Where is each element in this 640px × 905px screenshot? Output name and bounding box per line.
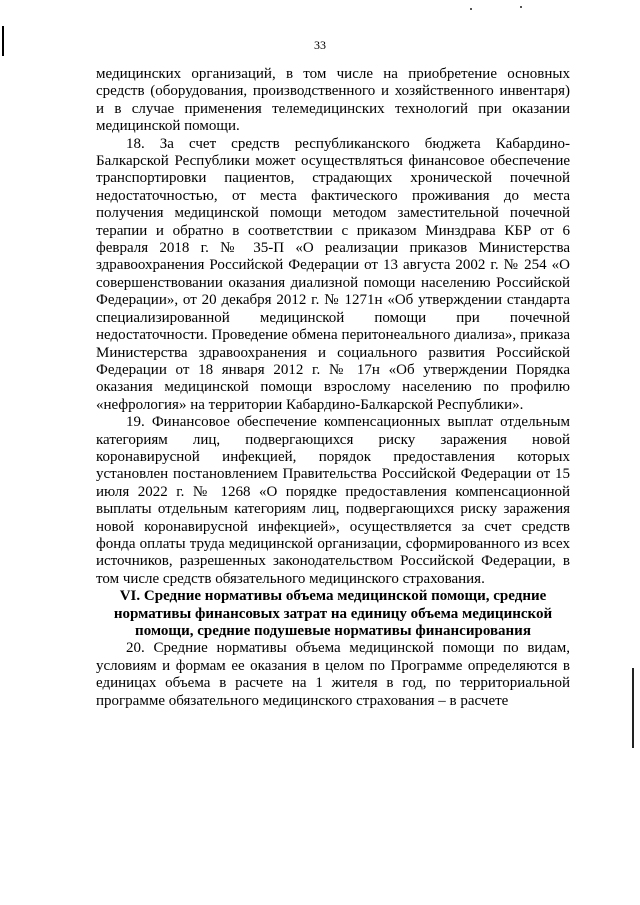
page-number: 33 — [314, 38, 326, 52]
scan-speck — [520, 6, 522, 8]
paragraph-19: 19. Финансовое обеспечение компенсационных выплат отдельным категориям лиц, подвергающихся риску заражения новой коронавирусной инфекцией, порядок предоставления которых установлен постановлением Правительства Российской Федерации от 15 июля 2022 г. № 1268 «О порядке предоставления компенсационной выплаты отдельным категориям лиц, подвергающихся риску заражения новой коронавирусной инфекцией», осуществляется за счет средств фонда оплаты труда медицинской организации, сформированного из всех источников, разрешенных законодательством Российской Федерации, в том числе средств обязательного медицинского страхования. — [96, 414, 570, 587]
section-heading: VI. Средние нормативы объема медицинской помощи, средние нормативы финансовых затрат на единицу объема медицинской помощи, средние подушевые нормативы финансирования — [113, 588, 553, 639]
scan-speck — [470, 8, 472, 10]
document-body — [96, 66, 570, 710]
paragraph-continuation: медицинских организаций, в том числе на приобретение основных средств (оборудования, производственного и хозяйственного инвентаря) и в случае применения телемедицинских технологий при оказании медицинской помощи. — [96, 66, 570, 135]
paragraph-20: 20. Средние нормативы объема медицинской помощи по видам, условиям и формам ее оказания в целом по Программе определяются в единицах объема в расчете на 1 жителя в год, по территориальной программе обязательного медицинского страхования – в расчете — [96, 640, 570, 709]
scan-artifact-right — [632, 668, 634, 748]
paragraph-18: 18. За счет средств республиканского бюджета Кабардино-Балкарской Республики может осуществляться финансовое обеспечение транспортировки пациентов, страдающих хронической почечной недостаточностью, от места фактического проживания до места получения медицинской помощи методом заместительной почечной терапии и обратно в соответствии с приказом Минздрава КБР от 6 февраля 2018 г. № 35-П «О реализации приказов Министерства здравоохранения Российской Федерации от 13 августа 2002 г. № 254 «О совершенствовании оказания диализной помощи населению Российской Федерации», от 20 декабря 2012 г. № 1271н «Об утверждении стандарта специализированной медицинской помощи при почечной недостаточности. Проведение обмена перитонеального диализа», приказа Министерства здравоохранения и социального развития Российской Федерации от 18 января 2012 г. № 17н «Об утверждении Порядка оказания медицинской помощи взрослому населению по профилю «нефрология» на территории Кабардино-Балкарской Республики». — [96, 135, 570, 413]
